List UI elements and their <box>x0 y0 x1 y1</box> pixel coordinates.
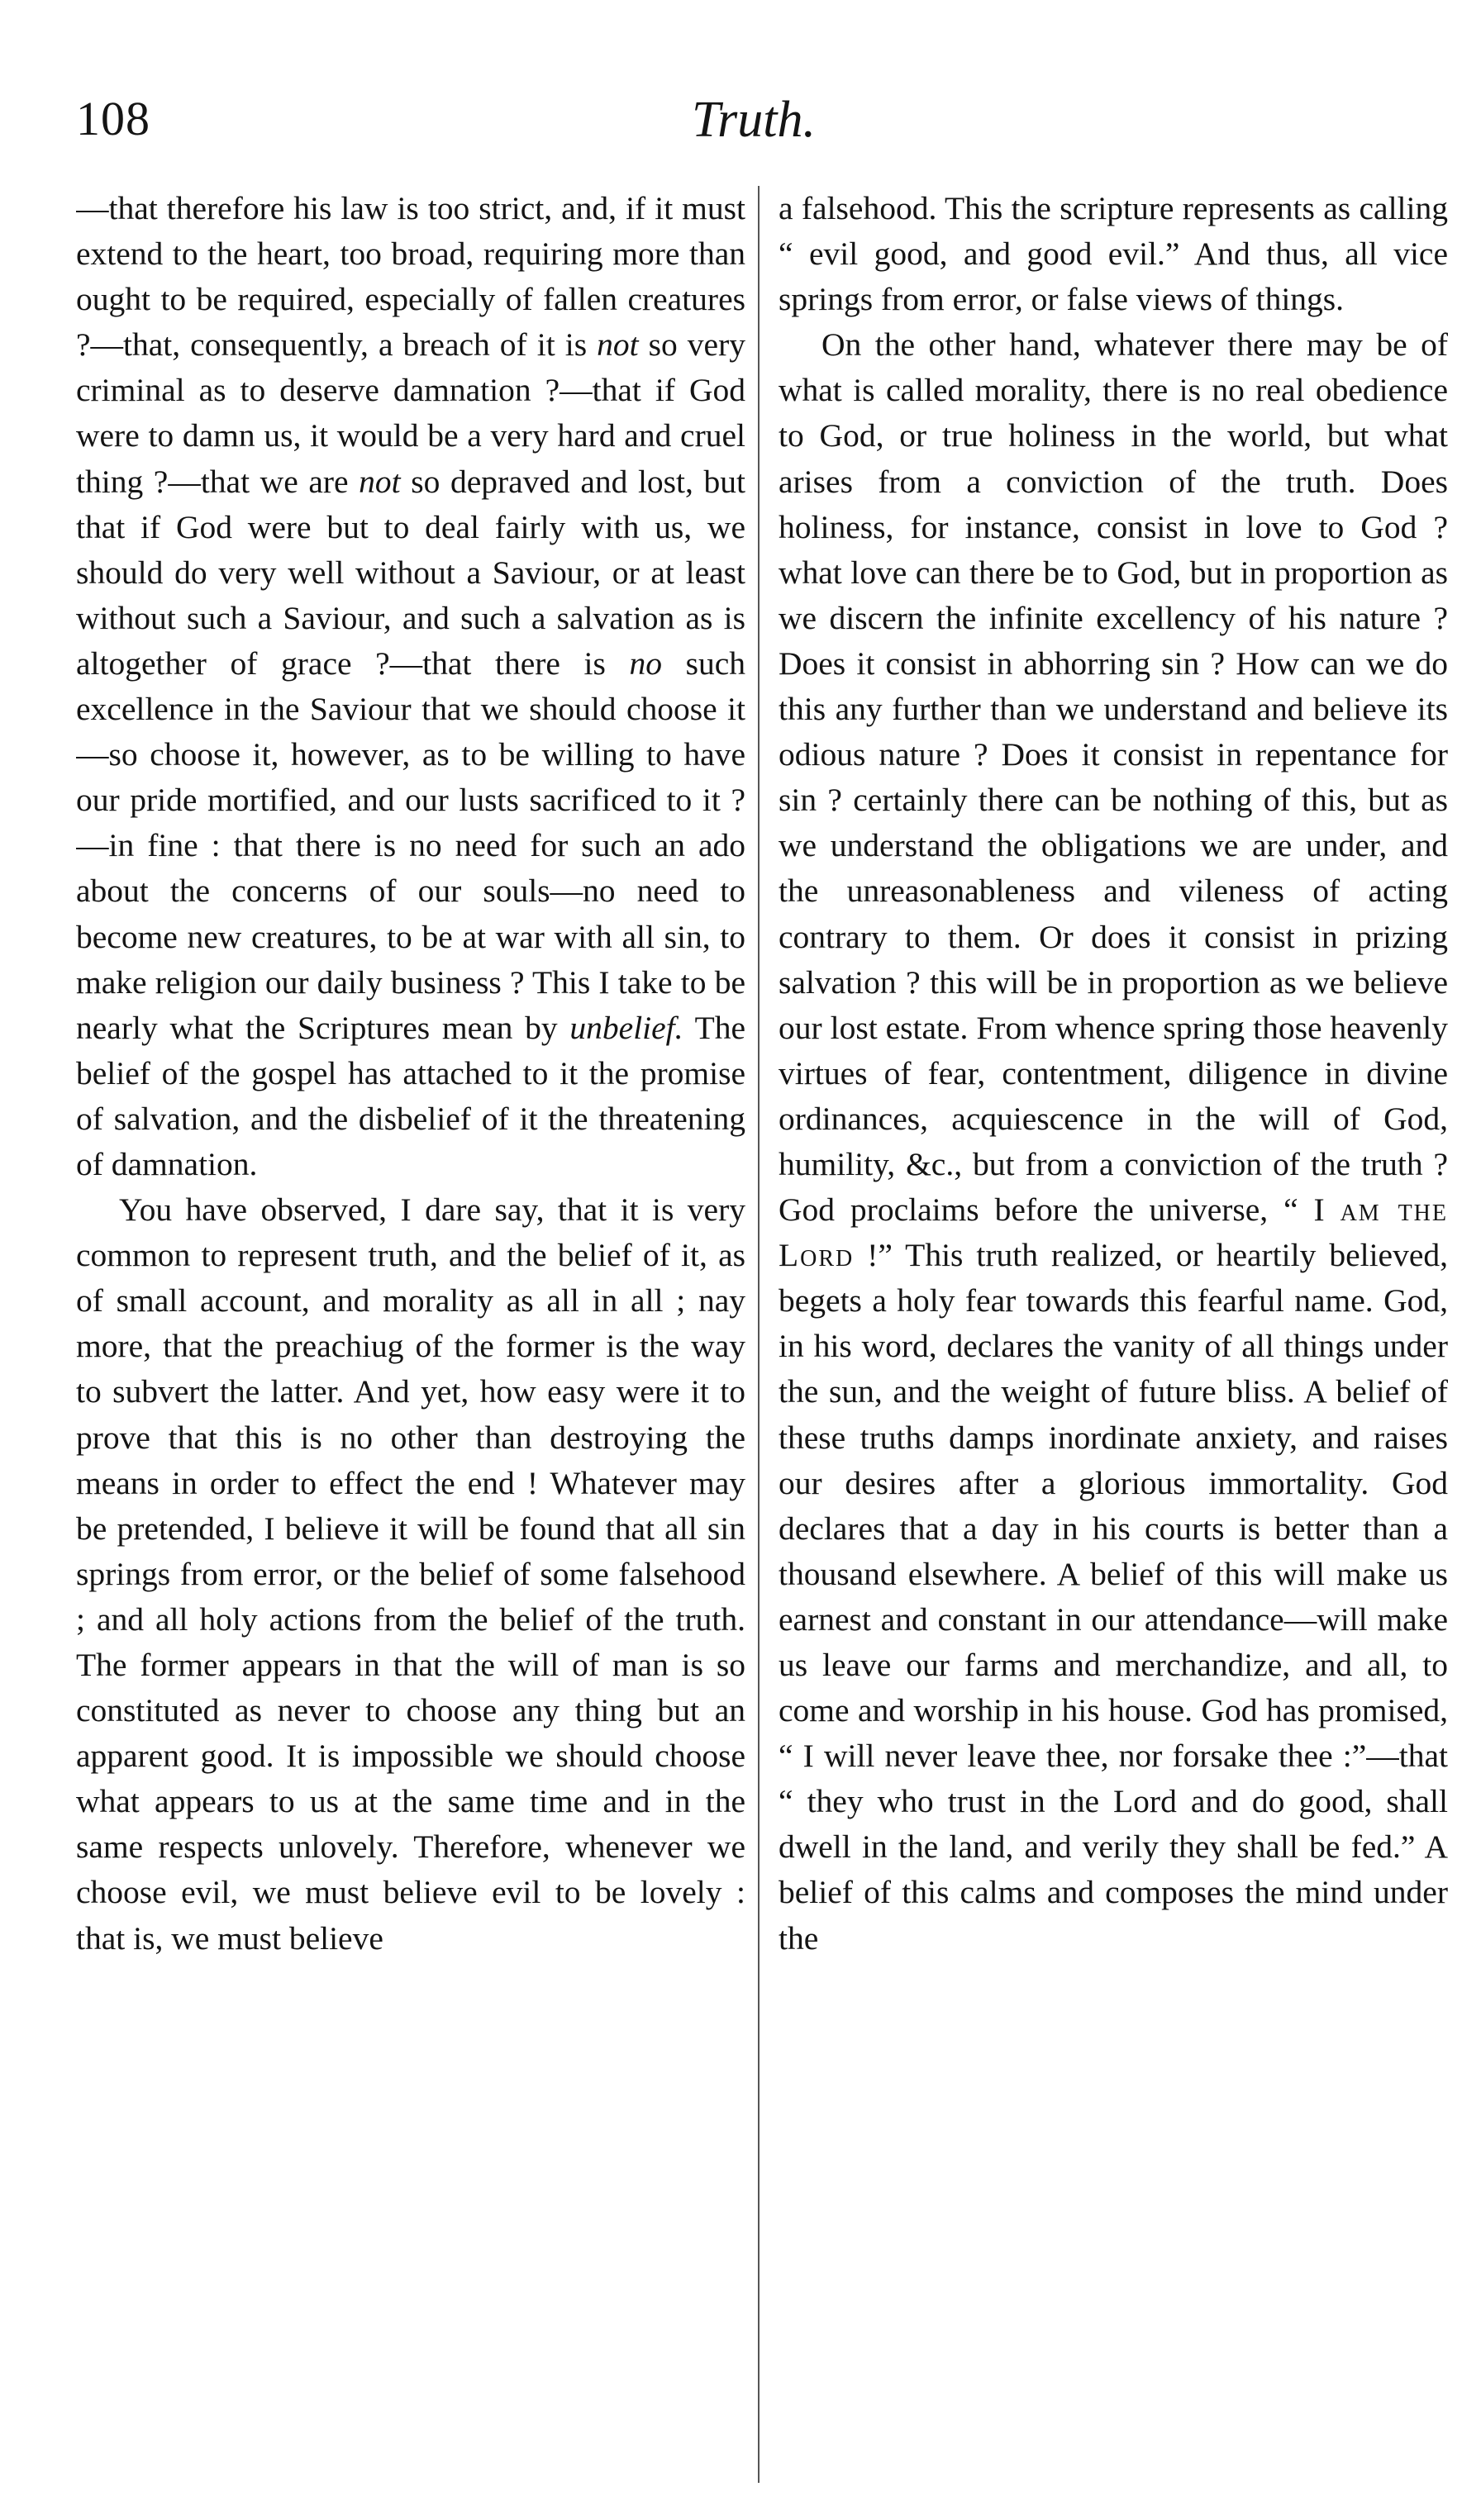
right-column <box>779 186 1448 2487</box>
left-paragraph-1 <box>76 186 745 1187</box>
right-paragraph-2 <box>779 322 1448 1961</box>
left-paragraph-2: You have observed, I dare say, that it is very common to represent truth, and the belief of it, as of small account, and morality as all in all ; nay more, that the preachiug of the former is the way to subvert the latter. And yet, how easy were it to prove that this is no other than destroying the means in order to effect the end ! Whatever may be pretended, I believe it will be found that all sin springs from error, or the belief of some falsehood ; and all holy actions from the belief of the truth. The former appears in that the will of man is so constituted as never to choose any thing but an apparent good. It is impossible we should choose what appears to us at the same time and in the same respects unlovely. Therefore, whenever we choose evil, we must believe evil to be lovely : that is, we must believe <box>76 1191 745 1957</box>
small-caps-text: am the Lord <box>779 1191 1448 1274</box>
left-column <box>76 186 745 2487</box>
text-run: !” This truth realized, or heartily believed, begets a holy fear towards this fearful name. God, in his word, declares the vanity of all things under the sun, and the weight of future bliss. A belief of these truths damps inordinate anxiety, and raises our desires after a glorious immortality. God declares that a day in his courts is better than a thousand elsewhere. A belief of this will make us earnest and constant in our attendance—will make us leave our farms and merchandize, and all, to come and worship in his house. God has promised, “ I will never leave thee, nor forsake thee :”—that “ they who trust in the Lord and do good, shall dwell in the land, and verily they shall be fed.” A belief of this calms and composes the mind under the <box>779 1237 1448 1957</box>
text-run: such excellence in the Saviour that we should choose it—so choose it, however, as to be willing to have our pride mortified, and our lusts sacrificed to it ?—in fine : that there is no need for such an ado about the concerns of our souls—no need to become new creatures, to be at war with all sin, to make religion our daily business ? This I take to be nearly what the Scriptures mean by <box>76 644 745 1046</box>
emphasis: unbelief. <box>569 1009 683 1046</box>
text-run: —that therefore his law is too strict, and, if it must extend to the heart, too broad, requiring more than ought to be required, especially of fallen creatures ?—that, consequently, a breach of it is <box>76 190 745 364</box>
text-run: so depraved and lost, but that if God were but to deal fairly with us, we should do very well without a Saviour, or at least without such a Saviour, and such a salvation as is altogether of grace ?—that there is <box>76 463 745 682</box>
text-run: so very criminal as to deserve damnation ?—that if God were to damn us, it would be a very hard and cruel thing ?—that we are <box>76 326 745 500</box>
column-divider <box>758 186 760 2483</box>
page-header <box>76 91 1431 165</box>
page-number: 108 <box>76 92 150 145</box>
right-paragraph-1: a falsehood. This the scripture represents as calling “ evil good, and good evil.” And thus, all vice springs from error, or false views of things. <box>779 190 1448 318</box>
emphasis: not <box>597 326 639 364</box>
emphasis: no <box>629 644 662 682</box>
emphasis: not <box>359 463 401 500</box>
text-run: The belief of the gospel has attached to it the promise of salvation, and the disbelief of it the threatening of damnation. <box>76 1009 745 1182</box>
text-run: On the other hand, whatever there may be of what is called morality, there is no real obedience to God, or true holiness in the world, but what arises from a conviction of the truth. Does holiness, for instance, consist in love to God ? what love can there be to God, but in proportion as we discern the infinite excellency of his nature ? Does it consist in abhorring sin ? How can we do this any further than we understand and believe its odious nature ? Does it consist in repentance for sin ? certainly there can be nothing of this, but as we understand the obligations we are under, and the unreasonableness and vileness of acting contrary to them. Or does it consist in prizing salvation ? this will be in proportion as we believe our lost estate. From whence spring those heavenly virtues of fear, contentment, diligence in divine ordinances, acquiescence in the will of God, humility, &c., but from a conviction of the truth ? God proclaims before the universe, “ I <box>779 326 1448 1229</box>
running-title: Truth. <box>692 92 816 148</box>
